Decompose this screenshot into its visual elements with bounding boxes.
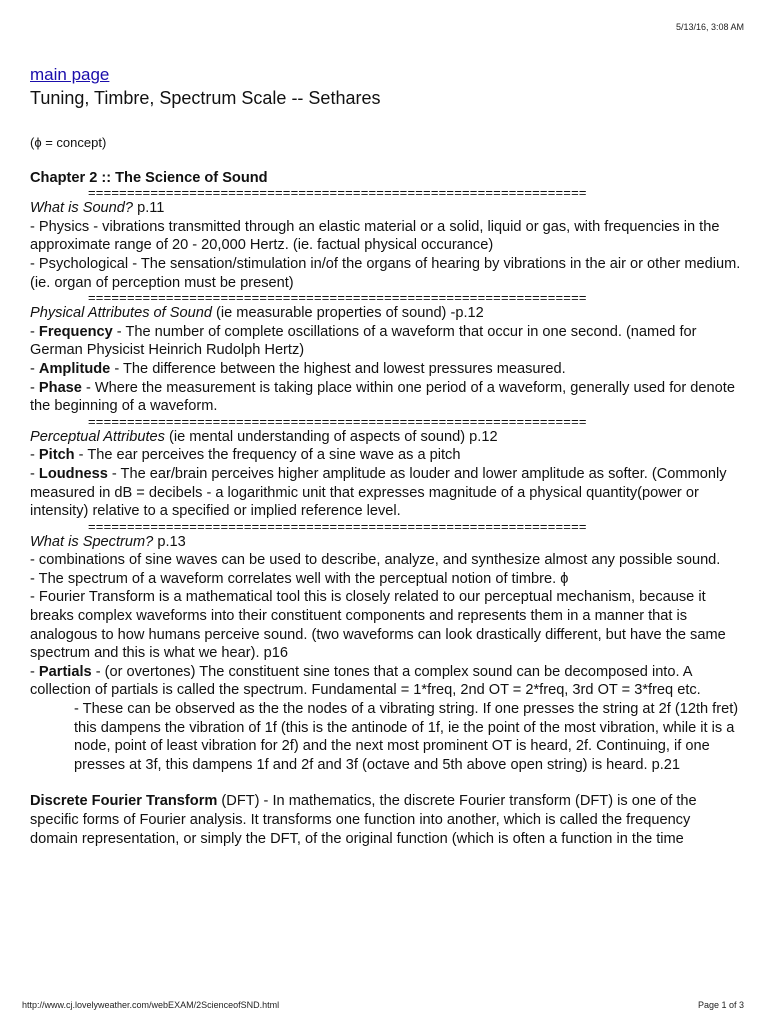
- section-heading-perceptual: [30, 428, 742, 447]
- pitch-line: - Pitch - The ear perceives the frequency of a sine wave as a pitch: [30, 447, 461, 464]
- concept-note: (ϕ = concept): [30, 135, 107, 150]
- fourier-line: - Fourier Transform is a mathematical tool this is closely related to our perceptual mechanism, because it breaks complex waveforms into their constituent components and represents them in a manner that is analogous to how humans perceive sound. (two waveforms can look drastically different, but have the same spectrum and this is what we hear). p16: [30, 589, 726, 662]
- phase-line: - Phase - Where the measurement is taking place within one period of a waveform, generally used for denote the beginning of a waveform.: [30, 379, 735, 415]
- dft-text: (DFT) - In mathematics, the discrete Fourier transform (DFT) is one of the specific forms of Fourier analysis. It transforms one function into another, which is called the frequency domain representation, or simply the DFT, of the original function (which is often a function in the time: [30, 793, 697, 847]
- section-heading-spectrum: [30, 533, 742, 552]
- loudness-line: - Loudness - The ear/brain perceives higher amplitude as louder and lower amplitude as softer. (Commonly measured in dB = decibels - a logarithmic unit that expresses magnitude of a physical quantity(power or intensity) relative to a specified or implied reference level.: [30, 465, 727, 520]
- physics-line: - Physics - vibrations transmitted through an elastic material or a solid, liquid or gas, with frequencies in the approximate range of 20 - 20,000 Hertz. (ie. factual physical occurance): [30, 218, 720, 254]
- spectrum-heading: What is Spectrum?: [30, 533, 154, 550]
- page-title: Tuning, Timbre, Spectrum Scale -- Sethares: [30, 88, 381, 108]
- print-date: 5/13/16, 3:08 AM: [675, 22, 744, 32]
- dft-paragraph: [30, 792, 742, 848]
- phase-text: - Where the measurement is taking place within one period of a waveform, generally used for denote the beginning of a waveform.: [30, 379, 735, 415]
- main-page-link[interactable]: main page: [30, 65, 110, 84]
- paragraph-spacer: [30, 774, 742, 792]
- partials-line: - Partials - (or overtones) The constituent sine tones that a complex sound can be decomposed into. A collection of partials is called the spectrum. Fundamental = 1*freq, 2nd OT = 2*freq, 3rd OT = 3*freq etc.: [30, 663, 701, 699]
- divider-rule: ================================================================: [88, 415, 587, 428]
- spectrum-page-ref: p.13: [153, 533, 186, 550]
- perceptual-heading: Perceptual Attributes: [30, 428, 165, 445]
- sound-page-ref: p.11: [133, 200, 165, 217]
- dft-term: Discrete Fourier Transform: [30, 793, 218, 810]
- footer-url: http://www.cj.lovelyweather.com/webEXAM/2ScienceofSND.html: [22, 1000, 280, 1010]
- footer-page-number: Page 1 of 3: [697, 1000, 744, 1010]
- physical-heading: Physical Attributes of Sound: [30, 305, 212, 322]
- amplitude-term: Amplitude: [38, 360, 111, 377]
- partials-term: Partials: [38, 663, 92, 680]
- divider-rule: ================================================================: [88, 520, 587, 533]
- divider-rule: ================================================================: [88, 187, 587, 200]
- chapter-heading: Chapter 2 :: The Science of Sound: [30, 169, 268, 186]
- loudness-text: - The ear/brain perceives higher amplitude as louder and lower amplitude as softer. (Commonly measured in dB = decibels - a logarithmic unit that expresses magnitude of a physical quantity(power or intensity) relative to a specified or implied reference level.: [30, 465, 727, 520]
- frequency-text: - The number of complete oscillations of a waveform that occur in one second. (named for German Physicist Heinrich Rudolph Hertz): [30, 323, 697, 359]
- amplitude-line: - Amplitude - The difference between the highest and lowest pressures measured.: [30, 360, 566, 377]
- vibrating-string-line: - These can be observed as the the nodes of a vibrating string. If one presses the string at 2f (12th fret) this dampens the vibration of 1f (this is the antinode of 1f, ie the point of the most vibration, while it is a node, point of least vibration for 2f) and the next most prominent OT is heard, 2f. Continuing, if one presses at 3f, this dampens 1f and 2f and 3f (octave and 5th above open string) is heard. p.21: [74, 701, 739, 773]
- physical-page-ref: (ie measurable properties of sound) -p.12: [211, 305, 484, 322]
- pitch-text: - The ear perceives the frequency of a sine wave as a pitch: [74, 447, 461, 464]
- section-heading-physical: [30, 304, 742, 323]
- spectrum-line-1: - combinations of sine waves can be used to describe, analyze, and synthesize almost any possible sound.: [30, 552, 721, 569]
- spectrum-line-2: - The spectrum of a waveform correlates well with the perceptual notion of timbre. ϕ: [30, 570, 569, 587]
- frequency-line: - Frequency - The number of complete oscillations of a waveform that occur in one second. (named for German Physicist Heinrich Rudolph Hertz): [30, 323, 697, 359]
- loudness-term: Loudness: [38, 465, 108, 482]
- section-heading-sound: [30, 199, 742, 218]
- psychological-line: - Psychological - The sensation/stimulation in/of the organs of hearing by vibrations in the air or other medium. (ie. organ of perception must be present): [30, 255, 741, 291]
- document-body: [30, 64, 742, 848]
- partials-text: - (or overtones) The constituent sine tones that a complex sound can be decomposed into. A collection of partials is called the spectrum. Fundamental = 1*freq, 2nd OT = 2*freq, 3rd OT = 3*freq etc.: [30, 663, 701, 699]
- pitch-term: Pitch: [38, 447, 75, 464]
- amplitude-text: - The difference between the highest and lowest pressures measured.: [110, 360, 566, 377]
- frequency-term: Frequency: [38, 323, 113, 340]
- sound-heading: What is Sound?: [30, 200, 134, 217]
- divider-rule: ================================================================: [88, 292, 587, 305]
- phase-term: Phase: [38, 379, 82, 396]
- perceptual-page-ref: (ie mental understanding of aspects of sound) p.12: [164, 428, 498, 445]
